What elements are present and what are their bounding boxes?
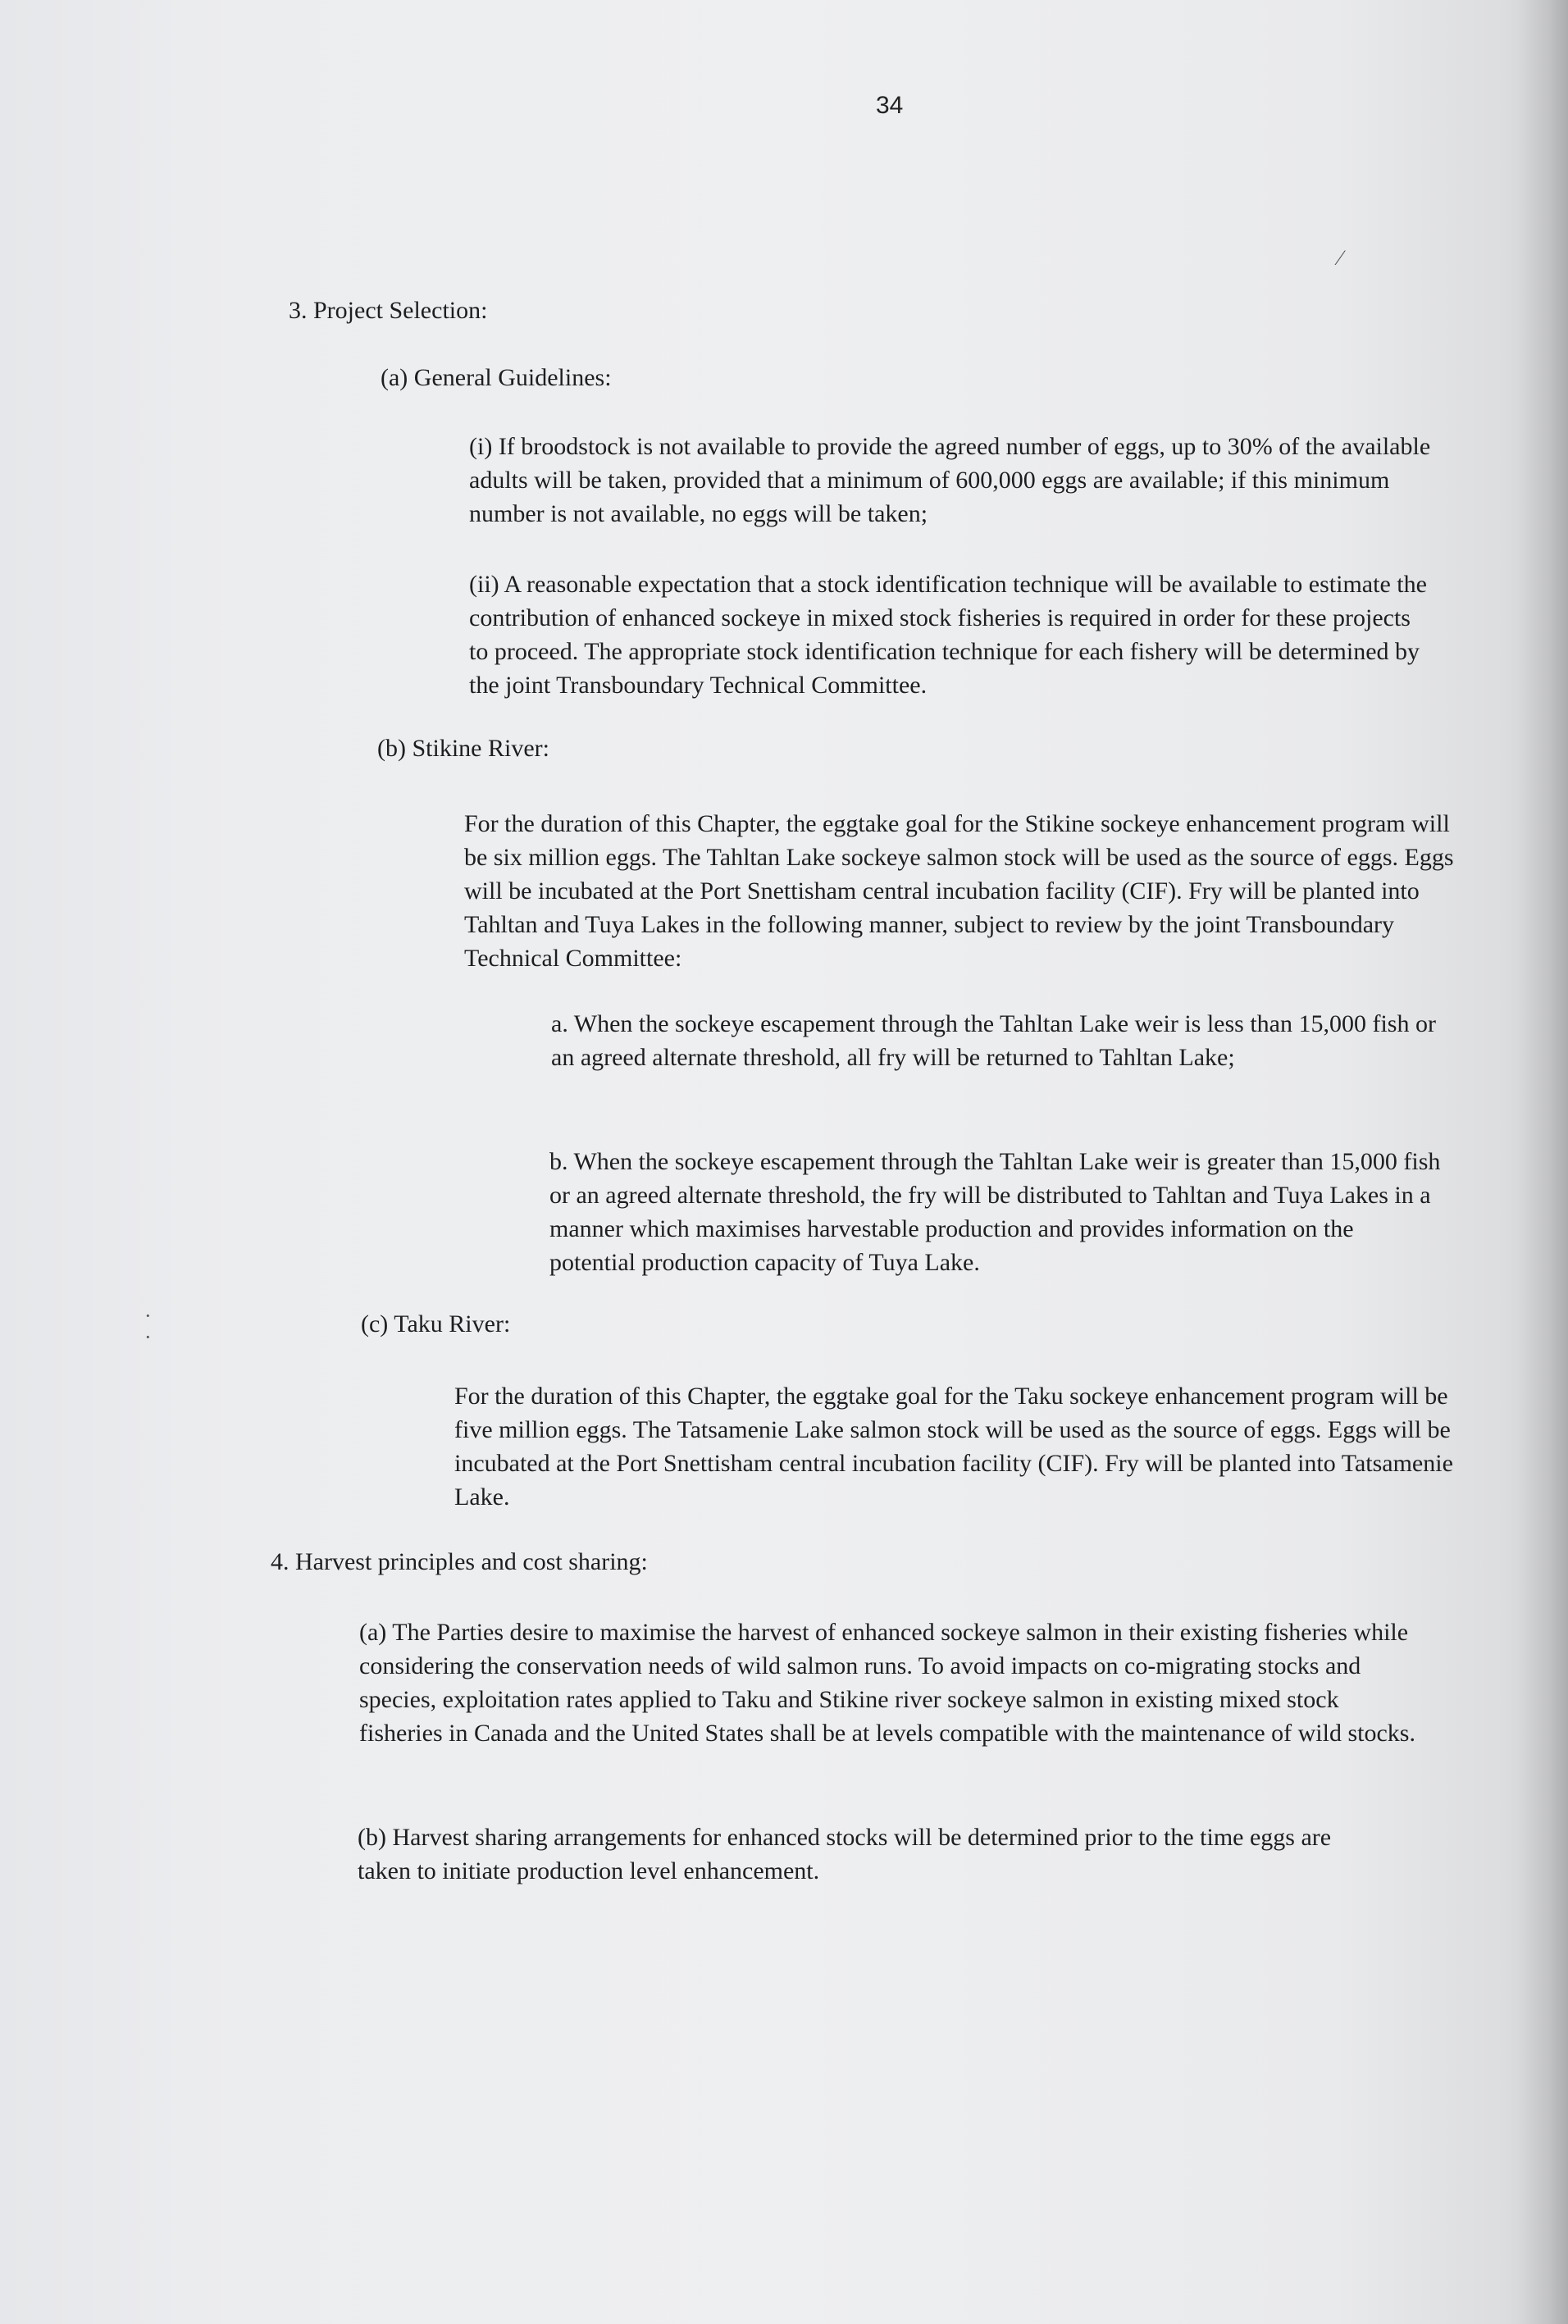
stikine-river-heading: (b) Stikine River: [377,735,549,762]
scan-speck: · [144,1304,152,1328]
section-3-heading: 3. Project Selection: [289,297,488,324]
taku-river-body: For the duration of this Chapter, the eggtake goal for the Taku sockeye enhancement program will be five million eggs. The Tatsamenie Lake salmon stock will be used as the source of eggs. Eggs will be incubated at the Port Snettisham central incubation facility (CIF). Fry will be planted into Tatsamenie Lake. [454,1383,1453,1511]
page-edge-shadow [1519,0,1568,2324]
harvest-item-b: (b) Harvest sharing arrangements for enhanced stocks will be determined prior to the time eggs are taken to initiate production level enhancement. [358,1824,1332,1884]
general-guideline-item-i: (i) If broodstock is not available to provide the agreed number of eggs, up to 30% of the available adults will be taken, provided that a minimum of 600,000 eggs are available; if this minimum number is not available, no eggs will be taken; [469,433,1431,527]
harvest-item-a: (a) The Parties desire to maximise the harvest of enhanced sockeye salmon in their existing fisheries while considering the conservation needs of wild salmon runs. To avoid impacts on co-migrating stocks and species, exploitation rates applied to Taku and Stikine river sockeye salmon in existing mixed stock fisheries in Canada and the United States shall be at levels compatible with the maintenance of wild stocks. [359,1619,1415,1747]
taku-river-heading: (c) Taku River: [361,1310,511,1337]
stikine-river-body: For the duration of this Chapter, the eggtake goal for the Stikine sockeye enhancement program will be six million eggs. The Tahltan Lake sockeye salmon stock will be used as the source of eggs. Eggs will be incubated at the Port Snettisham central incubation facility (CIF). Fry will be planted into Tahltan and Tuya Lakes in the following manner, subject to review by the joint Transboundary Technical Committee: [464,810,1454,972]
section-4-heading: 4. Harvest principles and cost sharing: [271,1548,648,1575]
page-number: 34 [876,92,904,119]
stikine-item-a: a. When the sockeye escapement through the Tahltan Lake weir is less than 15,000 fish or an agreed alternate threshold, all fry will be returned to Tahltan Lake; [551,1010,1436,1071]
stikine-item-b: b. When the sockeye escapement through the Tahltan Lake weir is greater than 15,000 fish or an agreed alternate threshold, the fry will be distributed to Tahltan and Tuya Lakes in a manner which maximises harvestable production and provides information on the potential production capacity of Tuya Lake. [549,1148,1441,1276]
general-guidelines-heading: (a) General Guidelines: [381,364,612,391]
scan-speck: ⁄ [1338,246,1342,270]
scan-speck: · [144,1325,152,1349]
general-guideline-item-ii: (ii) A reasonable expectation that a stock identification technique will be available to estimate the contribution of enhanced sockeye in mixed stock fisheries is required in order for these projects to proceed. The appropriate stock identification technique for each fishery will be determined by the joint Transboundary Technical Committee. [469,571,1427,699]
